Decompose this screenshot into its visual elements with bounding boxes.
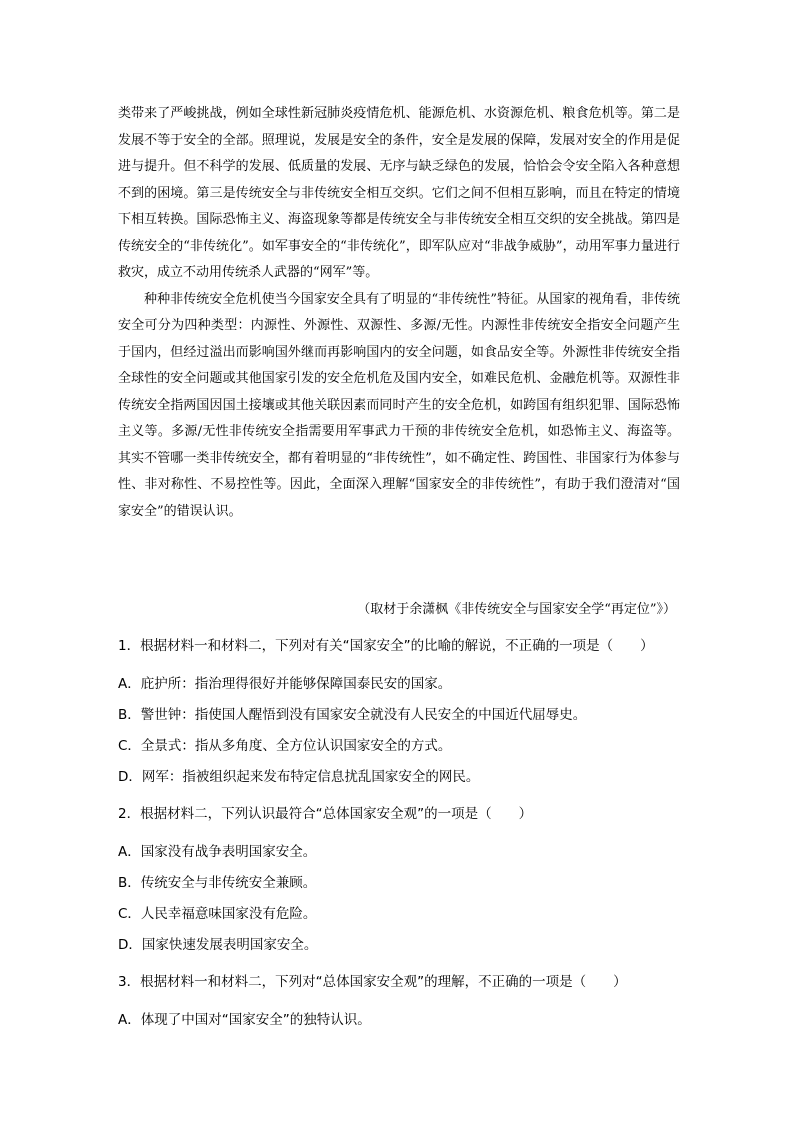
question-2-option-a: A．国家没有战争表明国家安全。: [118, 844, 317, 860]
question-1-option-b: B．警世钟：指使国人醒悟到没有国家安全就没有人民安全的中国近代屈辱史。: [118, 707, 587, 723]
question-1-option-d: D．网军：指被组织起来发布特定信息扰乱国家安全的网民。: [118, 769, 480, 785]
question-2-option-d: D．国家快速发展表明国家安全。: [118, 937, 318, 953]
question-2-option-c: C．人民幸福意味国家没有危险。: [118, 906, 317, 922]
question-3-option-a: A．体现了中国对“国家安全”的独特认识。: [118, 1012, 371, 1028]
question-1-option-c: C．全景式：指从多角度、全方位认识国家安全的方式。: [118, 738, 452, 754]
passage-source: （取材于余潇枫《非传统安全与国家安全学“再定位”》）: [357, 602, 676, 617]
question-2-option-b: B．传统安全与非传统安全兼顾。: [118, 875, 317, 891]
question-2-stem: 2．根据材料二，下列认识最符合“总体国家安全观”的一项是（ ）: [118, 806, 533, 822]
passage-paragraph-1: 类带来了严峻挑战，例如全球性新冠肺炎疫情危机、能源危机、水资源危机、粮食危机等。第二是发展不等于安全的全部。照理说，发展是安全的条件，安全是发展的保障，发展对安全的作用是促进与提升。但不科学的发展、低质量的发展、无序与缺乏绿色的发展，恰恰会令安全陷入各种意想不到的困境。第三是传统安全与非传统安全相互交织。它们之间不但相互影响，而且在特定的情境下相互转换。国际恐怖主义、海盗现象等都是传统安全与非传统安全相互交织的安全挑战。第四是传统安全的“非传统化”。如军事安全的“非传统化”，即军队应对“非战争威胁”，动用军事力量进行救灾，成立不动用传统杀人武器的“网军”等。: [118, 106, 680, 280]
question-1-option-a: A．庇护所：指治理得很好并能够保障国泰民安的国家。: [118, 676, 452, 692]
question-1-stem: 1．根据材料一和材料二，下列对有关“国家安全”的比喻的解说，不正确的一项是（ ）: [118, 638, 654, 654]
passage-paragraph-2: 种种非传统安全危机使当今国家安全具有了明显的“非传统性”特征。从国家的视角看，非传统安全可分为四种类型：内源性、外源性、双源性、多源/无性。内源性非传统安全指安全问题产生于国内，但经过溢出而影响国外继而再影响国内的安全问题，如食品安全等。外源性非传统安全指全球性的安全问题或其他国家引发的安全危机危及国内安全，如难民危机、金融危机等。双源性非传统安全指两国因国土接壤或其他关联因素而同时产生的安全危机，如跨国有组织犯罪、国际恐怖主义等。多源/无性非传统安全指需要用军事武力干预的非传统安全危机，如恐怖主义、海盗等。其实不管哪一类非传统安全，都有着明显的“非传统性”，如不确定性、跨国性、非国家行为体参与性、非对称性、不易控性等。因此，全面深入理解“国家安全的非传统性”，有助于我们澄清对“国家安全”的错误认识。: [118, 291, 680, 519]
reading-passage: [118, 101, 680, 525]
question-3-stem: 3．根据材料一和材料二，下列对“总体国家安全观”的理解，不正确的一项是（ ）: [118, 974, 627, 990]
